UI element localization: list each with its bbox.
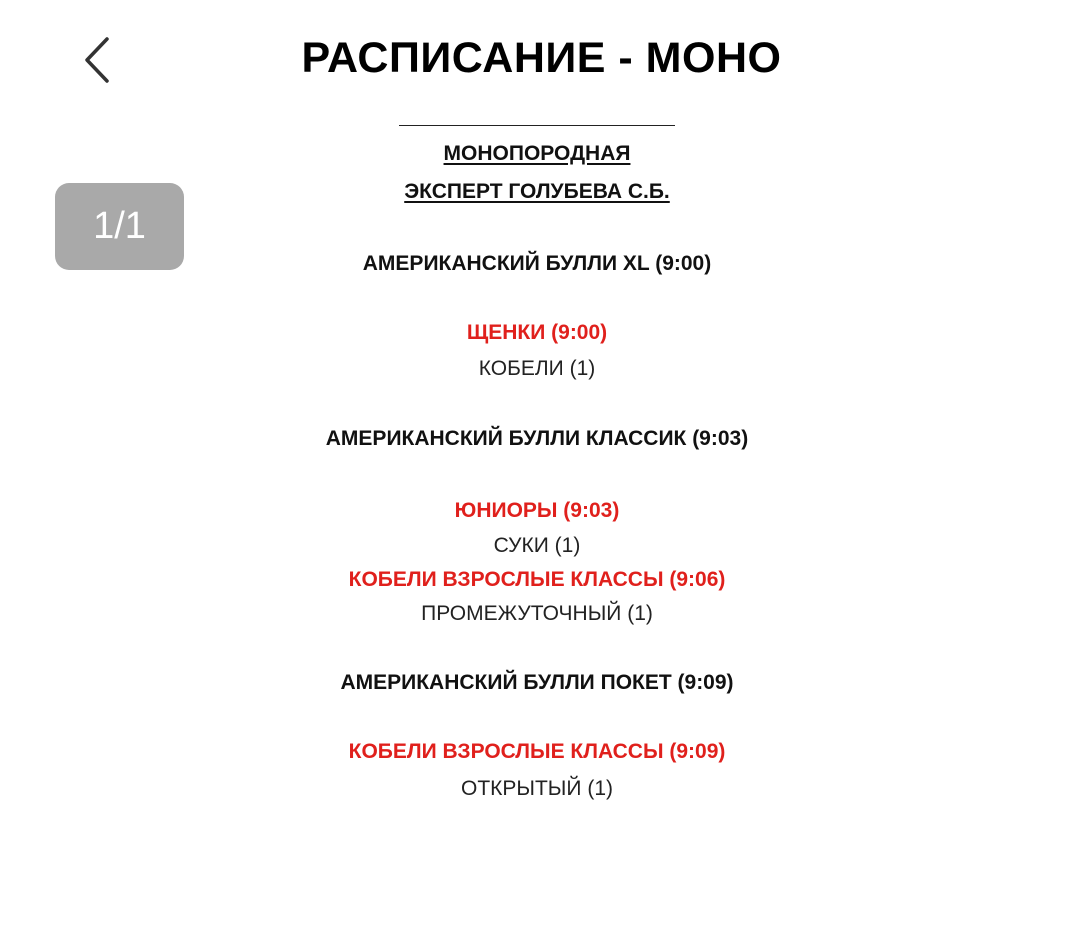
group-heading: ЮНИОРЫ (9:03) bbox=[454, 499, 620, 522]
expert-name: ЭКСПЕРТ ГОЛУБЕВА С.Б. bbox=[404, 180, 670, 203]
breed-heading: АМЕРИКАНСКИЙ БУЛЛИ ПОКЕТ (9:09) bbox=[340, 671, 734, 694]
class-entry: ПРОМЕЖУТОЧНЫЙ (1) bbox=[421, 602, 653, 625]
section-title: МОНОПОРОДНАЯ bbox=[443, 142, 631, 165]
class-entry: СУКИ (1) bbox=[493, 534, 581, 557]
breed-heading: АМЕРИКАНСКИЙ БУЛЛИ XL (9:00) bbox=[362, 252, 712, 275]
divider bbox=[399, 125, 675, 126]
group-heading: КОБЕЛИ ВЗРОСЛЫЕ КЛАССЫ (9:06) bbox=[348, 568, 726, 591]
group-heading: ЩЕНКИ (9:00) bbox=[466, 321, 608, 344]
class-entry: ОТКРЫТЫЙ (1) bbox=[460, 777, 613, 800]
page-title: РАСПИСАНИЕ - МОНО bbox=[301, 34, 782, 82]
group-heading: КОБЕЛИ ВЗРОСЛЫЕ КЛАССЫ (9:09) bbox=[348, 740, 726, 763]
class-entry: КОБЕЛИ (1) bbox=[478, 357, 596, 380]
breed-heading: АМЕРИКАНСКИЙ БУЛЛИ КЛАССИК (9:03) bbox=[325, 427, 749, 450]
page-indicator-badge: 1/1 bbox=[55, 183, 184, 270]
